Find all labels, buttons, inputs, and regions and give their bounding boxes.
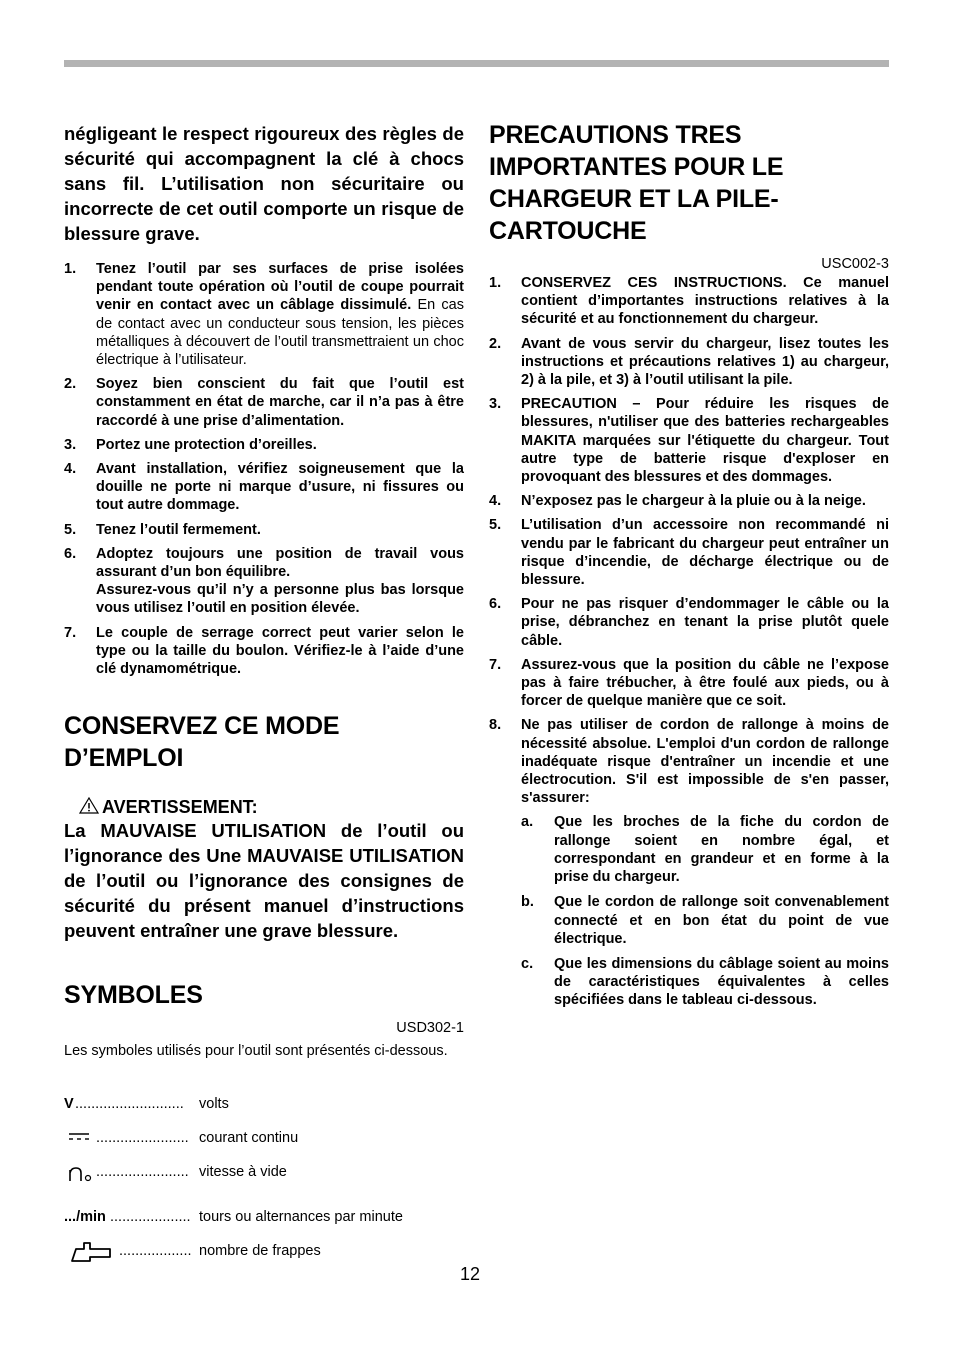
- warning-body: La MAUVAISE UTILISATION de l’outil ou l’ignorance des Une MAUVAISE UTILISATION de l’outil ou l’ignorance des consignes de sécurité du présent manuel d’instructions peuvent entraîner une grave blessure.: [64, 820, 464, 941]
- symboles-intro: Les symboles utilisés pour l’outil sont présentés ci-dessous.: [64, 1043, 448, 1059]
- list-item: 1. CONSERVEZ CES INSTRUCTIONS. Ce manuel contient d’importantes instructions relatives à la sécurité et au fonctionnement du chargeur.: [489, 275, 889, 328]
- section-heading-precautions: PRECAUTIONS TRES IMPORTANTES POUR LE CHARGEUR ET LA PILE- CARTOUCHE: [489, 121, 784, 245]
- list-item: 3. Portez une protection d’oreilles.: [64, 436, 317, 453]
- list-item: 7. Assurez-vous que la position du câble ne l’expose pas à faire trébucher, à être foulé aux pieds, ou à forcer de quelque manière que ce soit.: [489, 656, 889, 710]
- sub-list: [489, 813, 889, 1009]
- list-item: 5. Tenez l’outil fermement.: [64, 521, 261, 538]
- list-item: 4. Avant installation, vérifiez soigneusement que la douille ne porte ni marque d’usure, ni fissures ou tout autre dommage.: [64, 461, 464, 514]
- doc-code: USD302-1: [396, 1020, 464, 1036]
- sub-list-item: c. Que les dimensions du câblage soient au moins de caractéristiques équivalentes à celles spécifiées dans le tableau ci-dessous.: [521, 955, 889, 1009]
- list-item: 7. Le couple de serrage correct peut varier selon le type ou la taille du boulon. Vérifiez-le à l’aide d’une clé dynamométrique.: [64, 624, 464, 678]
- charger-list: [489, 274, 889, 1010]
- section-heading-symboles: SYMBOLES: [64, 981, 203, 1009]
- section-heading-conservez: CONSERVEZ CE MODE D’EMPLOI: [64, 712, 340, 772]
- list-item: 8. Ne pas utiliser de cordon de rallonge à moins de nécessité absolue. L'emploi d'un cordon de rallonge inadéquate risque d'entraîner un incendie et une électrocution. S'il est impossible de s'en passer, s'assurer:: [489, 717, 889, 807]
- safety-list: [64, 260, 464, 678]
- header-rule: [64, 60, 889, 67]
- list-item: 6. Adoptez toujours une position de travail vous assurant d’un bon équilibre. Assurez-vous qu’il n’y a personne plus bas lorsque vous utilisez l’outil en position élevée.: [64, 545, 464, 617]
- list-item: 2. Soyez bien conscient du fait que l’outil est constamment en état de marche, car il n’a pas à être raccordé à une prise d’alimentation.: [64, 376, 464, 429]
- list-item: 4. N’exposez pas le chargeur à la pluie ou à la neige.: [489, 493, 866, 510]
- list-item: 6. Pour ne pas risquer d’endommager le câble ou la prise, débranchez en tenant la prise plutôt quele câble.: [489, 596, 889, 649]
- doc-code: USC002-3: [821, 256, 889, 272]
- list-item: 1. Tenez l’outil par ses surfaces de prise isolées pendant toute opération où l’outil de coupe pourrait venir en contact avec un câblage dissimulé. En cas de contact avec un conducteur sous tension, les pièces métalliques à découvert de l’outil transmettraient un choc électrique à l’utilisateur.: [64, 261, 464, 369]
- impact-rate-icon: [70, 1239, 116, 1263]
- list-item: 3. PRECAUTION – Pour réduire les risques de blessures, n'utiliser que des batteries rechargeables MAKITA marquées sur l'étiquette du chargeur. Tout autre type de batterie risque d'exploser en provoquant des blessures et des dommages.: [489, 396, 889, 486]
- warning-triangle-icon: [79, 797, 99, 814]
- sub-list-item: a. Que les broches de la fiche du cordon de rallonge soient en nombre égal, et correspondant en grandeur et en forme à la prise du chargeur.: [521, 814, 889, 886]
- list-item: 2. Avant de vous servir du chargeur, lisez toutes les instructions et précautions relatives 1) au chargeur, 2) à la pile, et 3) à l’outil utilisant la pile.: [489, 335, 889, 389]
- list-item: 5. L’utilisation d’un accessoire non recommandé ni vendu par le fabricant du chargeur peut entraîner un risque d’incendie, de décharge électrique ou de blessure.: [489, 517, 889, 589]
- page-number: 12: [460, 1264, 481, 1284]
- sub-list-item: b. Que le cordon de rallonge soit convenablement connecté et en bon état du point de vue électrique.: [521, 894, 889, 947]
- warning-title: AVERTISSEMENT:: [64, 796, 464, 818]
- no-load-speed-icon: [68, 1162, 94, 1184]
- direct-current-icon: [69, 1131, 91, 1145]
- intro-paragraph: négligeant le respect rigoureux des règles de sécurité qui accompagnent la clé à chocs sans fil. L’utilisation non sécuritaire ou incorrecte de cet outil comporte un risque de blessure grave.: [64, 123, 464, 244]
